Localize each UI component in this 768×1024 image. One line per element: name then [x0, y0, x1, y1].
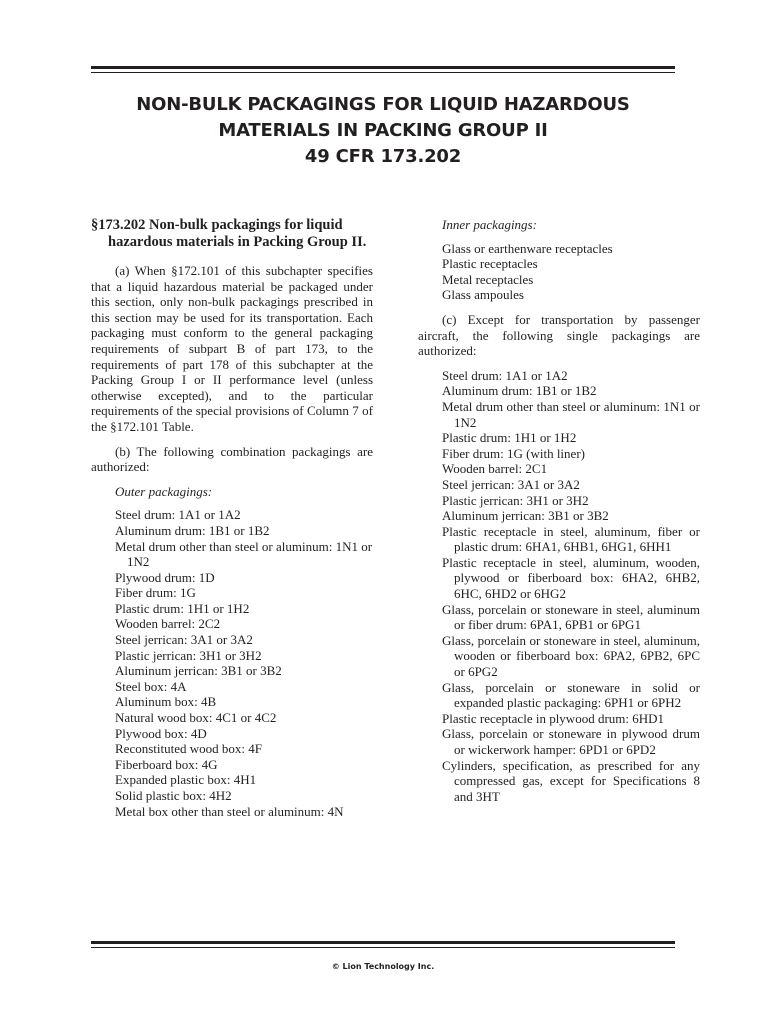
- list-item: Cylinders, specification, as prescribed for any compressed gas, except for Specifications 8 and 3HT: [442, 757, 700, 804]
- list-item: Metal drum other than steel or aluminum: 1N1 or 1N2: [115, 538, 373, 570]
- list-item: Plastic receptacle in plywood drum: 6HD1: [442, 710, 665, 726]
- title-line-3: 49 CFR 173.202: [304, 146, 462, 167]
- list-item: Aluminum box: 4B: [115, 694, 217, 710]
- list-item: Glass or earthenware receptacles: [442, 240, 613, 256]
- list-item: Glass ampoules: [442, 287, 524, 303]
- list-item: Wooden barrel: 2C2: [115, 616, 221, 632]
- list-item: Steel drum: 1A1 or 1A2: [115, 507, 241, 523]
- list-item: Plastic jerrican: 3H1 or 3H2: [442, 492, 589, 508]
- inner-packagings-heading: Inner packagings:: [442, 217, 537, 232]
- list-item: Steel box: 4A: [115, 678, 187, 694]
- list-item: Plywood drum: 1D: [115, 569, 215, 585]
- page-title: [91, 92, 675, 170]
- section-heading-line-2: hazardous materials in Packing Group II.: [108, 234, 367, 250]
- list-item: Plastic receptacles: [442, 256, 538, 272]
- list-item: Metal drum other than steel or aluminum: 1N1 or 1N2: [442, 398, 700, 430]
- paragraph-a: (a) When §172.101 of this subchapter specifies that a liquid hazardous material be packaged under this section, only non-bulk packagings prescribed in this section may be used for its transportation. Each packaging must conform to the general packaging requirements of subpart B of part 173, to the requirements of part 178 of this subchapter at the Packing Group I or II performance level (unless otherwise excepted), and to the particular requirements of the special provisions of Column 7 of the §172.101 Table.: [91, 263, 373, 434]
- list-item: Fiber drum: 1G (with liner): [442, 445, 585, 461]
- list-item: Expanded plastic box: 4H1: [115, 772, 257, 788]
- list-item: Aluminum drum: 1B1 or 1B2: [442, 383, 597, 399]
- list-item: Metal box other than steel or aluminum: 4N: [115, 803, 344, 819]
- list-item: Glass, porcelain or stoneware in plywood drum or wickerwork hamper: 6PD1 or 6PD2: [442, 726, 700, 757]
- top-rule: [91, 66, 675, 73]
- list-item: Solid plastic box: 4H2: [115, 788, 232, 803]
- title-line-1: NON-BULK PACKAGINGS FOR LIQUID HAZARDOUS: [136, 94, 630, 115]
- list-item: Steel jerrican: 3A1 or 3A2: [442, 476, 580, 492]
- bottom-rule: [91, 941, 675, 948]
- outer-packagings-list: [91, 507, 373, 819]
- section-heading: [91, 217, 373, 251]
- list-item: Plastic receptacle in steel, aluminum, fiber or plastic drum: 6HA1, 6HB1, 6HG1, 6HH1: [442, 523, 700, 555]
- paragraph-b: (b) The following combination packagings are authorized:: [91, 443, 373, 475]
- inner-packagings-list: [418, 241, 700, 303]
- list-item: Wooden barrel: 2C1: [442, 461, 548, 477]
- list-item: Glass, porcelain or stoneware in steel, aluminum, wooden or fiberboard box: 6PA2, 6PB2, 6PC or 6PG2: [442, 632, 700, 680]
- list-item: Plastic receptacle in steel, aluminum, wooden, plywood or fiberboard box: 6HA2, 6HB2, 6HC, 6HD2 or 6HG2: [442, 554, 700, 602]
- list-item: Fiberboard box: 4G: [115, 756, 218, 772]
- outer-packagings-heading: Outer packagings:: [115, 483, 213, 499]
- list-item: Aluminum jerrican: 3B1 or 3B2: [115, 663, 282, 679]
- section-heading-line-1: §173.202 Non-bulk packagings for liquid: [91, 217, 343, 233]
- list-item: Natural wood box: 4C1 or 4C2: [115, 710, 277, 726]
- left-column: [91, 217, 373, 828]
- list-item: Steel drum: 1A1 or 1A2: [442, 367, 568, 383]
- list-item: Reconstituted wood box: 4F: [115, 741, 262, 757]
- paragraph-c: (c) Except for transportation by passenger aircraft, the following single packagings are authorized:: [418, 311, 700, 359]
- title-line-2: MATERIALS IN PACKING GROUP II: [218, 120, 548, 141]
- list-item: Glass, porcelain or stoneware in solid or expanded plastic packaging: 6PH1 or 6PH2: [442, 679, 700, 711]
- list-item: Plastic drum: 1H1 or 1H2: [115, 600, 250, 616]
- list-item: Metal receptacles: [442, 271, 534, 287]
- list-item: Fiber drum: 1G: [115, 585, 196, 601]
- list-item: Plastic jerrican: 3H1 or 3H2: [115, 647, 262, 663]
- list-item: Steel jerrican: 3A1 or 3A2: [115, 632, 253, 648]
- footer-copyright: © Lion Technology Inc.: [331, 962, 435, 971]
- list-item: Aluminum jerrican: 3B1 or 3B2: [442, 508, 609, 524]
- list-item: Plastic drum: 1H1 or 1H2: [442, 430, 577, 446]
- list-item: Glass, porcelain or stoneware in steel, aluminum or fiber drum: 6PA1, 6PB1 or 6PG1: [442, 601, 700, 633]
- right-column: [418, 217, 700, 813]
- single-packagings-list: [418, 368, 700, 805]
- list-item: Plywood box: 4D: [115, 725, 207, 741]
- list-item: Aluminum drum: 1B1 or 1B2: [115, 522, 270, 538]
